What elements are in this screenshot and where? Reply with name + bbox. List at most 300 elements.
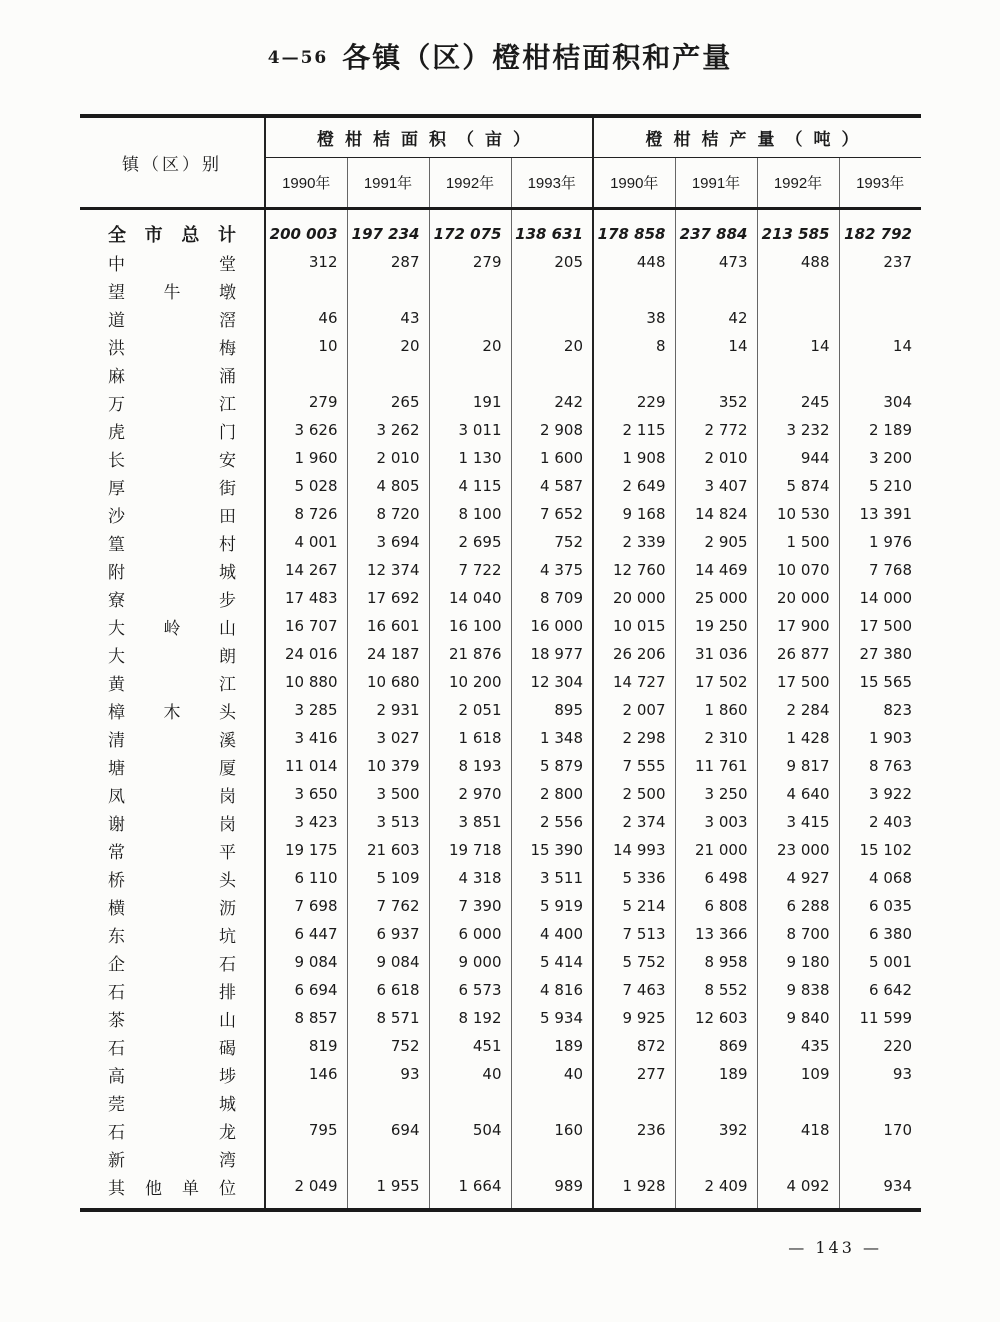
production-1991-cell: 14 469 [675,556,757,584]
area-1993-cell: 4 816 [511,976,593,1004]
table-title: 各镇（区）橙柑桔面积和产量 [342,42,733,73]
area-1991-cell: 1 955 [347,1172,429,1210]
town-name-cell [80,472,265,500]
area-1991-cell: 2 931 [347,696,429,724]
production-1990-cell: 9 925 [593,1004,675,1032]
area-1993-cell: 1 348 [511,724,593,752]
production-1992-cell: 488 [757,248,839,276]
area-group-header: 橙柑桔面积（亩） [265,116,593,158]
town-name-cell [80,976,265,1004]
production-1993-cell: 3 200 [839,444,921,472]
production-1991-cell: 25 000 [675,584,757,612]
production-1991-cell: 12 603 [675,1004,757,1032]
area-1991-cell: 6 618 [347,976,429,1004]
town-name: 洪梅 [108,338,236,358]
production-1991-cell [675,1144,757,1172]
production-1992-cell: 4 092 [757,1172,839,1210]
area-1993-cell [511,1088,593,1116]
area-1992-cell: 1 130 [429,444,511,472]
area-1991-cell [347,1088,429,1116]
production-1993-cell [839,304,921,332]
area-1992-cell: 191 [429,388,511,416]
town-name: 道滘 [108,310,236,330]
area-1990-cell: 16 707 [265,612,347,640]
area-1992-cell: 2 695 [429,528,511,556]
area-1993-cell: 40 [511,1060,593,1088]
area-1993-cell: 895 [511,696,593,724]
production-1991-cell: 6 808 [675,892,757,920]
town-name: 黄江 [108,674,236,694]
production-1991-cell: 21 000 [675,836,757,864]
area-1993-cell [511,360,593,388]
town-name-cell [80,500,265,528]
production-1990-cell: 38 [593,304,675,332]
year-header: 1992年 [757,158,839,209]
area-1990-cell [265,1088,347,1116]
area-1993-cell: 2 556 [511,808,593,836]
town-name: 全市总计 [108,225,236,245]
area-1993-cell: 5 934 [511,1004,593,1032]
production-1993-cell: 27 380 [839,640,921,668]
table-row [80,808,921,836]
table-number: 4—56 [267,48,329,68]
town-name-cell [80,248,265,276]
area-1991-cell: 3 027 [347,724,429,752]
year-header: 1990年 [265,158,347,209]
page-title [0,0,1000,76]
production-1990-cell: 8 [593,332,675,360]
production-1992-cell: 944 [757,444,839,472]
production-1991-cell: 2 310 [675,724,757,752]
table-row [80,1004,921,1032]
town-name-cell [80,528,265,556]
town-name: 篁村 [108,534,236,554]
production-1990-cell: 14 727 [593,668,675,696]
area-1993-cell: 752 [511,528,593,556]
production-1992-cell: 5 874 [757,472,839,500]
production-1992-cell [757,1088,839,1116]
area-1992-cell [429,360,511,388]
table-row [80,1144,921,1172]
area-1992-cell: 8 192 [429,1004,511,1032]
area-1990-cell: 19 175 [265,836,347,864]
table-row [80,920,921,948]
production-1990-cell: 236 [593,1116,675,1144]
table-row [80,892,921,920]
table-row [80,696,921,724]
production-1993-cell: 1 903 [839,724,921,752]
area-1990-cell: 10 [265,332,347,360]
area-1990-cell: 9 084 [265,948,347,976]
area-1992-cell: 1 664 [429,1172,511,1210]
area-1993-cell: 242 [511,388,593,416]
production-1990-cell: 448 [593,248,675,276]
year-header: 1993年 [839,158,921,209]
production-1990-cell: 2 374 [593,808,675,836]
town-name-cell [80,1116,265,1144]
town-name-cell [80,1144,265,1172]
town-name-cell [80,808,265,836]
town-name: 常平 [108,842,236,862]
production-1990-cell: 12 760 [593,556,675,584]
area-1990-cell: 200 003 [265,209,347,249]
production-1993-cell: 237 [839,248,921,276]
town-name: 望牛墩 [108,282,236,302]
production-1991-cell: 17 502 [675,668,757,696]
production-1992-cell: 2 284 [757,696,839,724]
production-1993-cell: 4 068 [839,864,921,892]
production-1991-cell: 8 958 [675,948,757,976]
production-1993-cell: 8 763 [839,752,921,780]
area-1992-cell [429,1144,511,1172]
production-1991-cell: 8 552 [675,976,757,1004]
table-row [80,444,921,472]
production-1990-cell: 872 [593,1032,675,1060]
area-1990-cell: 3 416 [265,724,347,752]
production-1993-cell: 6 035 [839,892,921,920]
area-1991-cell: 43 [347,304,429,332]
area-1991-cell: 8 720 [347,500,429,528]
area-1992-cell: 4 115 [429,472,511,500]
production-1992-cell: 10 530 [757,500,839,528]
table-row [80,752,921,780]
production-1990-cell: 7 463 [593,976,675,1004]
area-1993-cell: 4 400 [511,920,593,948]
production-1990-cell: 1 908 [593,444,675,472]
town-name-cell [80,209,265,249]
area-1991-cell: 265 [347,388,429,416]
area-1993-cell: 1 600 [511,444,593,472]
year-header: 1992年 [429,158,511,209]
production-1990-cell: 2 649 [593,472,675,500]
area-1991-cell: 16 601 [347,612,429,640]
area-1990-cell: 795 [265,1116,347,1144]
town-name: 凤岗 [108,786,236,806]
area-1991-cell: 3 500 [347,780,429,808]
production-1993-cell: 823 [839,696,921,724]
town-name-cell [80,332,265,360]
table-row [80,1116,921,1144]
area-1992-cell: 3 851 [429,808,511,836]
town-name: 麻涌 [108,366,236,386]
area-1993-cell [511,1144,593,1172]
production-1992-cell [757,304,839,332]
production-1991-cell: 6 498 [675,864,757,892]
town-name: 大朗 [108,646,236,666]
town-name-cell [80,920,265,948]
table-row [80,1088,921,1116]
production-1993-cell: 15 565 [839,668,921,696]
town-name-cell [80,416,265,444]
table-row [80,668,921,696]
area-1993-cell: 189 [511,1032,593,1060]
production-1990-cell: 20 000 [593,584,675,612]
town-name: 高埗 [108,1066,236,1086]
year-header: 1993年 [511,158,593,209]
area-1992-cell: 1 618 [429,724,511,752]
town-name-cell [80,1060,265,1088]
area-1991-cell: 20 [347,332,429,360]
area-1992-cell [429,276,511,304]
area-1991-cell [347,276,429,304]
area-1993-cell: 4 375 [511,556,593,584]
town-name: 樟木头 [108,702,236,722]
production-1993-cell [839,276,921,304]
town-name: 虎门 [108,422,236,442]
table-row [80,209,921,249]
area-1993-cell: 3 511 [511,864,593,892]
area-1992-cell: 8 193 [429,752,511,780]
town-name-cell [80,556,265,584]
production-1993-cell: 3 922 [839,780,921,808]
production-1993-cell: 170 [839,1116,921,1144]
area-1990-cell [265,276,347,304]
production-1990-cell: 178 858 [593,209,675,249]
area-1991-cell: 21 603 [347,836,429,864]
area-1990-cell [265,360,347,388]
area-1992-cell: 451 [429,1032,511,1060]
production-1992-cell: 10 070 [757,556,839,584]
area-1992-cell: 20 [429,332,511,360]
town-name-cell [80,696,265,724]
area-1993-cell: 18 977 [511,640,593,668]
production-1991-cell: 473 [675,248,757,276]
production-1991-cell: 2 409 [675,1172,757,1210]
area-1993-cell [511,304,593,332]
area-1992-cell: 172 075 [429,209,511,249]
town-name-cell [80,640,265,668]
production-1990-cell [593,276,675,304]
area-1993-cell: 5 414 [511,948,593,976]
production-1991-cell: 2 905 [675,528,757,556]
production-1993-cell [839,1144,921,1172]
area-1991-cell: 694 [347,1116,429,1144]
production-1991-cell: 3 003 [675,808,757,836]
production-1993-cell: 5 210 [839,472,921,500]
area-1991-cell: 17 692 [347,584,429,612]
town-name: 附城 [108,562,236,582]
table-row [80,472,921,500]
table-row [80,836,921,864]
production-1992-cell [757,276,839,304]
year-header: 1991年 [347,158,429,209]
area-1990-cell: 17 483 [265,584,347,612]
production-1991-cell: 19 250 [675,612,757,640]
area-1990-cell: 6 447 [265,920,347,948]
town-name-cell [80,752,265,780]
area-1990-cell: 8 726 [265,500,347,528]
production-1990-cell: 2 115 [593,416,675,444]
production-1992-cell: 26 877 [757,640,839,668]
production-1990-cell: 2 007 [593,696,675,724]
area-1992-cell: 504 [429,1116,511,1144]
area-1991-cell: 5 109 [347,864,429,892]
area-1991-cell: 10 379 [347,752,429,780]
production-1992-cell: 1 428 [757,724,839,752]
area-1991-cell: 4 805 [347,472,429,500]
town-name-cell [80,892,265,920]
production-1992-cell: 245 [757,388,839,416]
table-row [80,1032,921,1060]
area-1993-cell: 2 908 [511,416,593,444]
area-1990-cell: 6 110 [265,864,347,892]
production-1991-cell [675,276,757,304]
town-name-cell [80,948,265,976]
production-1993-cell: 11 599 [839,1004,921,1032]
town-name-cell [80,276,265,304]
town-name-cell [80,1172,265,1210]
area-1991-cell: 6 937 [347,920,429,948]
town-name: 沙田 [108,506,236,526]
town-name: 中堂 [108,254,236,274]
production-1992-cell: 17 900 [757,612,839,640]
area-1991-cell: 3 262 [347,416,429,444]
production-1991-cell: 1 860 [675,696,757,724]
area-1990-cell: 8 857 [265,1004,347,1032]
area-1992-cell: 10 200 [429,668,511,696]
area-1993-cell: 15 390 [511,836,593,864]
area-1991-cell: 197 234 [347,209,429,249]
year-header: 1990年 [593,158,675,209]
production-1992-cell: 435 [757,1032,839,1060]
town-name-cell [80,780,265,808]
table-row [80,248,921,276]
table-row [80,500,921,528]
production-1993-cell: 6 380 [839,920,921,948]
production-1993-cell: 15 102 [839,836,921,864]
production-1991-cell: 13 366 [675,920,757,948]
area-1991-cell: 3 513 [347,808,429,836]
production-1992-cell: 213 585 [757,209,839,249]
area-1991-cell [347,1144,429,1172]
town-name-cell [80,612,265,640]
area-1991-cell: 93 [347,1060,429,1088]
production-1993-cell: 182 792 [839,209,921,249]
town-name-cell [80,668,265,696]
area-1990-cell: 14 267 [265,556,347,584]
production-1990-cell: 10 015 [593,612,675,640]
production-1992-cell: 9 838 [757,976,839,1004]
production-1992-cell: 8 700 [757,920,839,948]
production-1991-cell: 14 824 [675,500,757,528]
area-1992-cell [429,1088,511,1116]
area-1990-cell: 11 014 [265,752,347,780]
page-number: — 143 — [788,1238,882,1257]
production-1993-cell: 934 [839,1172,921,1210]
town-name-cell [80,388,265,416]
town-name: 茶山 [108,1010,236,1030]
table-row [80,416,921,444]
production-1992-cell: 17 500 [757,668,839,696]
town-name-cell [80,1032,265,1060]
area-1992-cell: 3 011 [429,416,511,444]
area-1990-cell: 10 880 [265,668,347,696]
production-1991-cell: 392 [675,1116,757,1144]
area-1992-cell [429,304,511,332]
area-1990-cell: 3 285 [265,696,347,724]
area-1993-cell: 7 652 [511,500,593,528]
area-1990-cell: 312 [265,248,347,276]
area-1993-cell: 5 919 [511,892,593,920]
table-row [80,976,921,1004]
table-body [80,209,921,1211]
production-1991-cell: 352 [675,388,757,416]
production-1992-cell: 4 640 [757,780,839,808]
table-row [80,388,921,416]
production-1993-cell: 14 [839,332,921,360]
town-name: 东坑 [108,926,236,946]
area-1993-cell: 205 [511,248,593,276]
area-1993-cell: 138 631 [511,209,593,249]
production-1991-cell: 237 884 [675,209,757,249]
town-name: 石排 [108,982,236,1002]
town-name: 寮步 [108,590,236,610]
area-1992-cell: 40 [429,1060,511,1088]
production-1991-cell: 869 [675,1032,757,1060]
production-1992-cell: 23 000 [757,836,839,864]
area-1992-cell: 19 718 [429,836,511,864]
town-name-cell [80,584,265,612]
table-row [80,556,921,584]
production-1990-cell: 7 555 [593,752,675,780]
area-1993-cell: 4 587 [511,472,593,500]
area-1990-cell: 4 001 [265,528,347,556]
area-1993-cell: 20 [511,332,593,360]
area-1992-cell: 8 100 [429,500,511,528]
area-1993-cell: 16 000 [511,612,593,640]
town-name: 清溪 [108,730,236,750]
production-1990-cell: 5 336 [593,864,675,892]
production-1992-cell: 9 840 [757,1004,839,1032]
production-1993-cell: 14 000 [839,584,921,612]
year-header: 1991年 [675,158,757,209]
town-name: 企石 [108,954,236,974]
area-1991-cell: 10 680 [347,668,429,696]
production-1990-cell: 2 298 [593,724,675,752]
area-1992-cell: 2 970 [429,780,511,808]
town-name: 桥头 [108,870,236,890]
production-1993-cell: 5 001 [839,948,921,976]
area-1993-cell [511,276,593,304]
area-1990-cell: 279 [265,388,347,416]
area-1992-cell: 6 000 [429,920,511,948]
production-1993-cell: 17 500 [839,612,921,640]
area-1990-cell: 24 016 [265,640,347,668]
production-1993-cell: 93 [839,1060,921,1088]
area-1990-cell: 3 650 [265,780,347,808]
production-1993-cell [839,1088,921,1116]
town-name-cell [80,1004,265,1032]
production-1991-cell: 2 010 [675,444,757,472]
production-1991-cell: 42 [675,304,757,332]
production-1990-cell: 2 339 [593,528,675,556]
area-1993-cell: 989 [511,1172,593,1210]
area-1990-cell: 3 626 [265,416,347,444]
area-1991-cell [347,360,429,388]
table-row [80,780,921,808]
table-row [80,612,921,640]
area-1992-cell: 4 318 [429,864,511,892]
production-1992-cell: 109 [757,1060,839,1088]
table-row [80,276,921,304]
table-row [80,864,921,892]
area-1992-cell: 2 051 [429,696,511,724]
area-1992-cell: 7 722 [429,556,511,584]
town-name-cell [80,864,265,892]
production-1990-cell: 5 752 [593,948,675,976]
area-1991-cell: 9 084 [347,948,429,976]
production-1992-cell: 9 817 [757,752,839,780]
